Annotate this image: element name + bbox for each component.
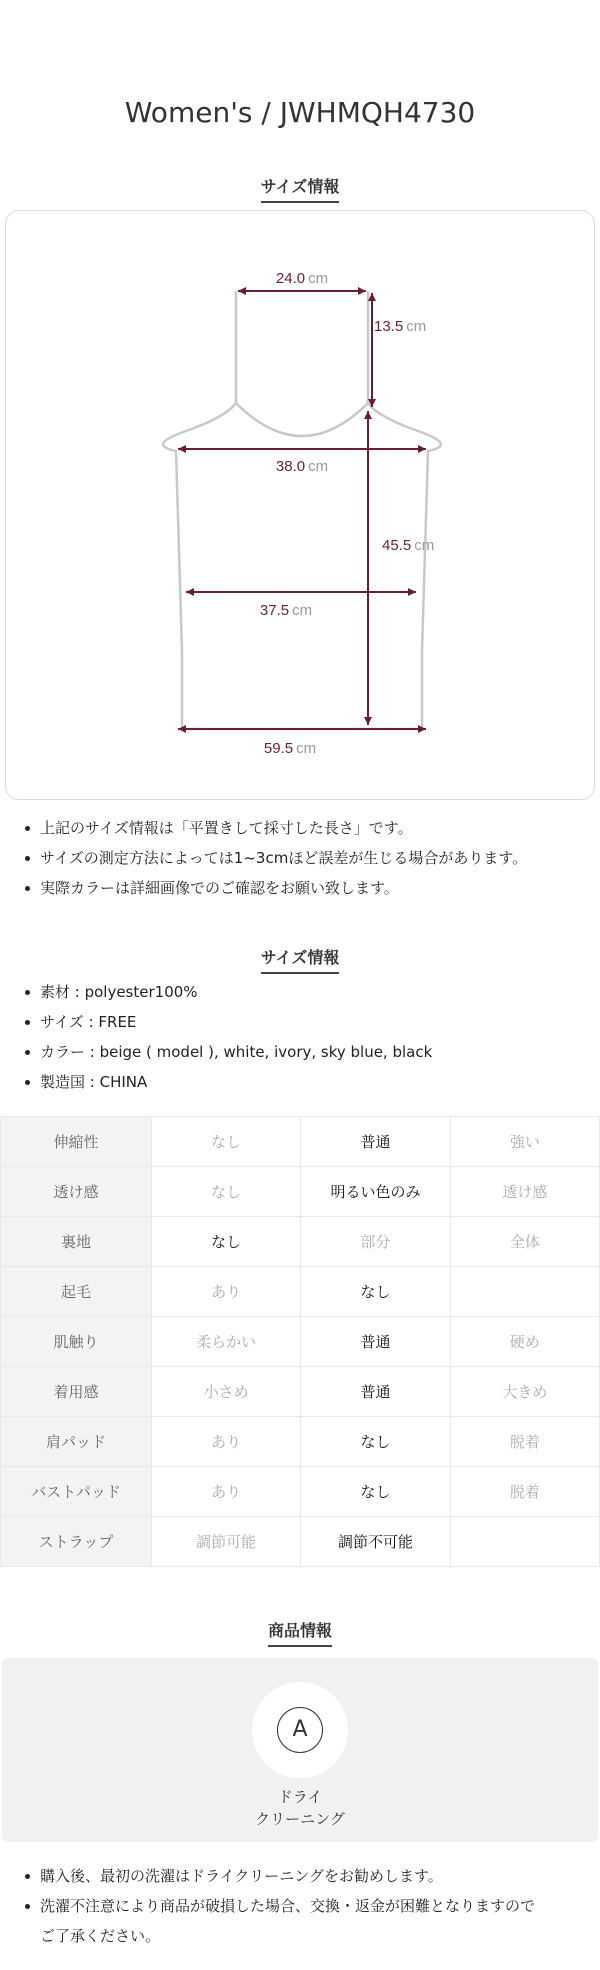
table-row bbox=[1, 1467, 600, 1517]
spec-option: 硬め bbox=[450, 1317, 599, 1367]
table-row bbox=[1, 1417, 600, 1467]
spec-option: あり bbox=[152, 1267, 301, 1317]
spec-option: 大きめ bbox=[450, 1367, 599, 1417]
product-details-list bbox=[22, 977, 582, 1097]
dry-clean-icon: A bbox=[277, 1707, 323, 1753]
spec-option: 調節不可能 bbox=[301, 1517, 450, 1567]
spec-option: 普通 bbox=[301, 1117, 450, 1167]
size-info-heading bbox=[0, 174, 600, 203]
hem-label: 59.5 cm bbox=[263, 740, 317, 757]
spec-option: なし bbox=[152, 1117, 301, 1167]
care-icon-circle bbox=[252, 1682, 348, 1778]
list-item: サイズの測定方法によっては1~3cmほど誤差が生じる場合があります。 bbox=[22, 843, 582, 873]
table-row bbox=[1, 1117, 600, 1167]
spec-option: なし bbox=[301, 1467, 450, 1517]
spec-label: ストラップ bbox=[1, 1517, 152, 1567]
list-item: サイズ : FREE bbox=[22, 1007, 582, 1037]
spec-option: 明るい色のみ bbox=[301, 1167, 450, 1217]
care-label-line: ドライ bbox=[277, 1788, 323, 1806]
spec-option: なし bbox=[301, 1417, 450, 1467]
washing-notes-list bbox=[22, 1861, 582, 1951]
spec-label: 伸縮性 bbox=[1, 1117, 152, 1167]
list-item: 製造国 : CHINA bbox=[22, 1067, 582, 1097]
fabric-spec-table bbox=[0, 1116, 600, 1567]
waist-label: 37.5 cm bbox=[259, 602, 313, 619]
list-item: カラー : beige ( model ), white, ivory, sky blue, black bbox=[22, 1037, 582, 1067]
list-item-continuation: ご了承ください。 bbox=[40, 1927, 161, 1945]
garment-outline bbox=[163, 291, 441, 729]
spec-option: 普通 bbox=[301, 1317, 450, 1367]
spec-option: 小さめ bbox=[152, 1367, 301, 1417]
product-title: Women's / JWHMQH4730 bbox=[124, 96, 476, 129]
length-label: 45.5 cm bbox=[382, 537, 435, 554]
details-heading bbox=[0, 945, 600, 974]
camisole-size-diagram bbox=[6, 211, 596, 801]
table-row bbox=[1, 1517, 600, 1567]
spec-label: バストパッド bbox=[1, 1467, 152, 1517]
spec-option: あり bbox=[152, 1417, 301, 1467]
spec-option bbox=[450, 1517, 599, 1567]
chest-label: 38.0 cm bbox=[275, 458, 329, 475]
spec-label: 透け感 bbox=[1, 1167, 152, 1217]
spec-label: 着用感 bbox=[1, 1367, 152, 1417]
spec-option: 普通 bbox=[301, 1367, 450, 1417]
table-row bbox=[1, 1217, 600, 1267]
list-item: 実際カラーは詳細画像でのご確認をお願い致します。 bbox=[22, 873, 582, 903]
product-info-heading bbox=[0, 1618, 600, 1647]
care-label-line: クリーニング bbox=[255, 1810, 345, 1828]
list-item: 素材 : polyester100% bbox=[22, 977, 582, 1007]
list-item: 洗濯不注意により商品が破損した場合、交換・返金が困難となりますので bbox=[22, 1891, 582, 1921]
care-label bbox=[2, 1786, 598, 1830]
spec-option: あり bbox=[152, 1467, 301, 1517]
table-row bbox=[1, 1317, 600, 1367]
spec-option: 強い bbox=[450, 1117, 599, 1167]
spec-label: 肌触り bbox=[1, 1317, 152, 1367]
table-row bbox=[1, 1367, 600, 1417]
spec-option: なし bbox=[301, 1267, 450, 1317]
list-item: 購入後、最初の洗濯はドライクリーニングをお勧めします。 bbox=[22, 1861, 582, 1891]
spec-option: なし bbox=[152, 1217, 301, 1267]
table-row bbox=[1, 1167, 600, 1217]
spec-label: 起毛 bbox=[1, 1267, 152, 1317]
spec-option bbox=[450, 1267, 599, 1317]
spec-option: なし bbox=[152, 1167, 301, 1217]
details-heading-text: サイズ情報 bbox=[261, 945, 340, 974]
size-info-heading-text: サイズ情報 bbox=[261, 174, 340, 203]
strap-drop-label: 13.5 cm bbox=[374, 318, 427, 335]
spec-option: 透け感 bbox=[450, 1167, 599, 1217]
spec-option: 部分 bbox=[301, 1217, 450, 1267]
spec-option: 脱着 bbox=[450, 1467, 599, 1517]
spec-label: 裏地 bbox=[1, 1217, 152, 1267]
spec-option: 調節可能 bbox=[152, 1517, 301, 1567]
product-info-heading-text: 商品情報 bbox=[268, 1618, 332, 1647]
strap-width-label: 24.0 cm bbox=[275, 270, 329, 287]
care-instructions-box bbox=[2, 1658, 598, 1842]
spec-label: 肩パッド bbox=[1, 1417, 152, 1467]
size-notes-list bbox=[22, 813, 582, 903]
spec-option: 柔らかい bbox=[152, 1317, 301, 1367]
spec-option: 脱着 bbox=[450, 1417, 599, 1467]
table-row bbox=[1, 1267, 600, 1317]
neckline-outline bbox=[236, 403, 368, 436]
spec-option: 全体 bbox=[450, 1217, 599, 1267]
list-item: 上記のサイズ情報は「平置きして採寸した長さ」です。 bbox=[22, 813, 582, 843]
size-diagram-box bbox=[5, 210, 595, 800]
